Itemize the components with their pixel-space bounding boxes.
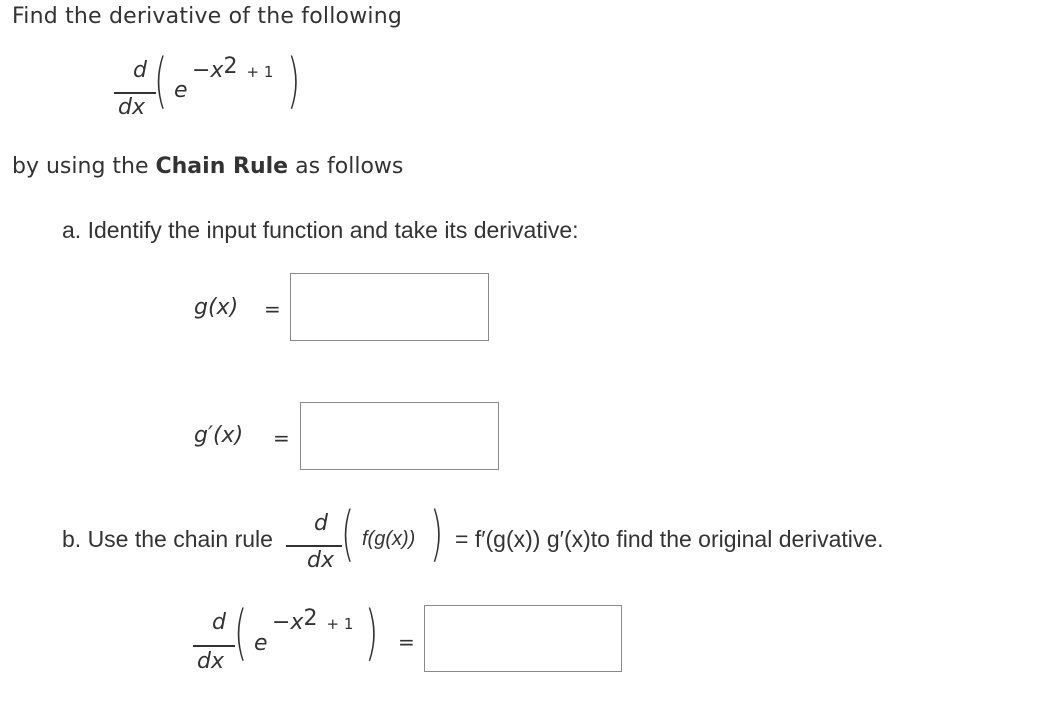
g-label: g(x) bbox=[194, 295, 239, 320]
chain-left-paren: ( bbox=[341, 499, 355, 570]
chain-fraction-bar bbox=[286, 545, 342, 547]
g-equals: = bbox=[264, 297, 281, 321]
g-prime-equals: = bbox=[273, 426, 290, 450]
final-numerator: d bbox=[212, 610, 226, 635]
final-right-paren: ) bbox=[365, 598, 379, 669]
final-answer-input[interactable] bbox=[424, 605, 622, 672]
exp-base: e bbox=[174, 78, 188, 103]
g-prime-answer-input[interactable] bbox=[300, 402, 499, 470]
g-answer-input[interactable] bbox=[290, 273, 489, 341]
chain-denominator: dx bbox=[307, 548, 334, 573]
part-b-prefix: b. Use the chain rule bbox=[62, 526, 273, 552]
chain-rule-bold: Chain Rule bbox=[155, 154, 289, 179]
left-paren: ( bbox=[154, 46, 168, 117]
fraction-bar bbox=[114, 92, 156, 94]
chain-right-paren: ) bbox=[430, 499, 444, 570]
final-denominator: dx bbox=[197, 649, 224, 674]
derivative-numerator: d bbox=[133, 58, 147, 83]
exponent: −x2 + 1 bbox=[192, 54, 274, 83]
chain-inner-function: f(g(x)) bbox=[362, 528, 416, 550]
final-equals: = bbox=[398, 630, 415, 654]
part-b-rhs: = f′(g(x)) g′(x)to find the original derivative. bbox=[455, 526, 884, 552]
g-prime-label: g′(x) bbox=[194, 423, 244, 448]
final-fraction-bar bbox=[193, 645, 235, 647]
final-left-paren: ( bbox=[234, 598, 248, 669]
final-exponent: −x2 + 1 bbox=[272, 606, 354, 635]
intro-text: by using the Chain Rule as follows bbox=[12, 154, 404, 179]
final-exp-base: e bbox=[254, 631, 268, 656]
question-heading: Find the derivative of the following bbox=[12, 4, 403, 29]
derivative-denominator: dx bbox=[118, 95, 145, 120]
chain-numerator: d bbox=[314, 511, 328, 536]
part-a-label: a. Identify the input function and take its derivative: bbox=[62, 217, 579, 243]
right-paren: ) bbox=[287, 46, 301, 117]
